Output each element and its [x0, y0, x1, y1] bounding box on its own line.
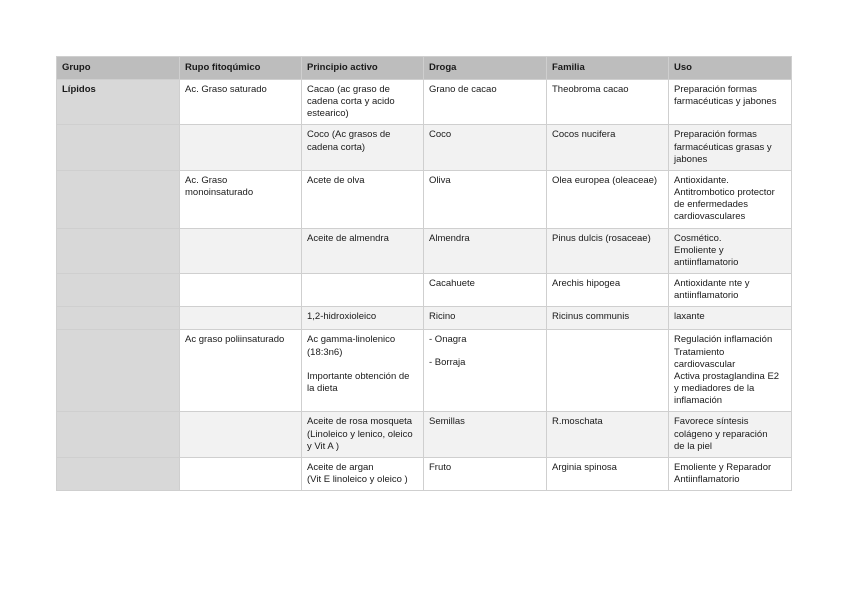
cell-familia: Theobroma cacao: [547, 80, 669, 125]
cell-principio: [302, 228, 424, 273]
cell-principio: [302, 125, 424, 170]
droga-line: Fruto: [429, 461, 452, 473]
header-uso: Uso: [669, 57, 792, 80]
uso-line: Antitrombotico protector: [674, 187, 775, 199]
cell-uso: [669, 307, 792, 330]
table-row: [57, 228, 792, 273]
cell-grupo: [57, 307, 180, 330]
uso-line: farmacéuticas y jabones: [674, 96, 777, 108]
droga-line: - Onagra: [429, 334, 467, 346]
cell-uso: [669, 125, 792, 170]
cell-principio: [302, 307, 424, 330]
droga-line: Almendra: [429, 232, 470, 244]
header-grupo: Grupo: [57, 57, 180, 80]
cell-droga: [424, 412, 547, 457]
droga-line: - Borraja: [429, 356, 466, 368]
header-familia: Familia: [547, 57, 669, 80]
droga-line: Cacahuete: [429, 278, 475, 290]
principio-note-line: la dieta: [307, 382, 338, 394]
uso-line: Emoliente y: [674, 244, 724, 256]
table-row: [57, 274, 792, 307]
cell-uso: [669, 274, 792, 307]
uso-line: Favorece síntesis: [674, 416, 749, 428]
principio-line: estearico): [307, 108, 349, 120]
lipids-table: [56, 56, 792, 491]
cell-rupo: [180, 228, 302, 273]
cell-uso: [669, 330, 792, 412]
cell-grupo: Lípidos: [57, 80, 180, 125]
uso-line: Regulación inflamación: [674, 334, 773, 346]
cell-rupo: [180, 274, 302, 307]
cell-principio: [302, 330, 424, 412]
principio-line: y Vit A ): [307, 440, 340, 452]
droga-line: Semillas: [429, 416, 465, 428]
cell-droga: [424, 228, 547, 273]
cell-grupo: [57, 457, 180, 490]
principio-line: Aceite de argan: [307, 461, 374, 473]
cell-familia: Olea europea (oleaceae): [547, 170, 669, 228]
table-row: [57, 412, 792, 457]
uso-line: antiinflamatorio: [674, 290, 739, 302]
cell-droga: [424, 274, 547, 307]
droga-line: Coco: [429, 129, 452, 141]
cell-rupo: [180, 457, 302, 490]
cell-uso: [669, 228, 792, 273]
cell-uso: [669, 80, 792, 125]
droga-line: Ricino: [429, 311, 456, 323]
uso-line: laxante: [674, 311, 705, 323]
cell-familia: Arechis hipogea: [547, 274, 669, 307]
uso-line: inflamación: [674, 395, 723, 407]
cell-rupo: Ac. Graso saturado: [180, 80, 302, 125]
uso-line: Tratamiento: [674, 346, 725, 358]
cell-rupo: [180, 412, 302, 457]
cell-rupo: Ac graso poliinsaturado: [180, 330, 302, 412]
principio-line: Aceite de almendra: [307, 232, 389, 244]
uso-line: Antiinflamatorio: [674, 473, 740, 485]
cell-grupo: [57, 274, 180, 307]
uso-line: jabones: [674, 153, 708, 165]
principio-note-line: Importante obtención de: [307, 370, 410, 382]
principio-line: (18:3n6): [307, 346, 343, 358]
principio-line: 1,2-hidroxioleico: [307, 311, 377, 323]
cell-familia: Pinus dulcis (rosaceae): [547, 228, 669, 273]
cell-droga: [424, 307, 547, 330]
header-principio-activo: Principio activo: [302, 57, 424, 80]
uso-line: farmacéuticas grasas y: [674, 141, 772, 153]
uso-line: Activa prostaglandina E2: [674, 370, 780, 382]
uso-line: Emoliente y Reparador: [674, 461, 772, 473]
cell-droga: [424, 457, 547, 490]
table-row: [57, 80, 792, 125]
uso-line: Antioxidante nte y: [674, 278, 750, 290]
cell-droga: [424, 125, 547, 170]
cell-principio: [302, 457, 424, 490]
uso-line: y mediadores de la: [674, 382, 755, 394]
principio-line: Aceite de rosa mosqueta: [307, 416, 413, 428]
cell-grupo: [57, 228, 180, 273]
principio-line: cadena corta y acido: [307, 96, 395, 108]
cell-principio: [302, 170, 424, 228]
cell-familia: Arginia spinosa: [547, 457, 669, 490]
uso-line: Preparación formas: [674, 84, 757, 95]
cell-droga: [424, 80, 547, 125]
cell-grupo: [57, 170, 180, 228]
cell-rupo: [180, 307, 302, 330]
table-row: [57, 457, 792, 490]
cell-uso: [669, 170, 792, 228]
cell-familia: R.moschata: [547, 412, 669, 457]
uso-line: Cosmético.: [674, 232, 722, 244]
table-row: [57, 170, 792, 228]
cell-rupo: Ac. Graso monoinsaturado: [180, 170, 302, 228]
cell-familia: [547, 330, 669, 412]
uso-line: Preparación formas: [674, 129, 757, 141]
cell-uso: [669, 412, 792, 457]
cell-familia: Ricinus communis: [547, 307, 669, 330]
uso-line: cardiovascular: [674, 358, 736, 370]
cell-grupo: [57, 125, 180, 170]
droga-line: Grano de cacao: [429, 84, 497, 95]
cell-droga: [424, 170, 547, 228]
principio-line: cadena corta): [307, 141, 366, 153]
droga-line: Oliva: [429, 174, 451, 186]
cell-grupo: [57, 330, 180, 412]
cell-droga: [424, 330, 547, 412]
uso-line: Antioxidante.: [674, 174, 729, 186]
cell-rupo: [180, 125, 302, 170]
cell-uso: [669, 457, 792, 490]
table-row: [57, 307, 792, 330]
principio-line: (Vit E linoleico y oleico ): [307, 473, 408, 485]
principio-line: (Linoleico y lenico, oleico: [307, 428, 413, 440]
uso-line: de la piel: [674, 440, 713, 452]
uso-line: cardiovasculares: [674, 211, 746, 223]
uso-line: antiinflamatorio: [674, 256, 739, 268]
principio-line: Cacao (ac graso de: [307, 84, 390, 95]
cell-grupo: [57, 412, 180, 457]
cell-principio: [302, 412, 424, 457]
header-rupo-fitoquimico: Rupo fitoqúmico: [180, 57, 302, 80]
table-row: [57, 330, 792, 412]
header-droga: Droga: [424, 57, 547, 80]
cell-familia: Cocos nucifera: [547, 125, 669, 170]
principio-line: Coco (Ac grasos de: [307, 129, 391, 141]
table-row: [57, 125, 792, 170]
uso-line: de enfermedades: [674, 199, 748, 211]
uso-line: colágeno y reparación: [674, 428, 768, 440]
principio-line: Ac gamma-linolenico: [307, 334, 396, 346]
cell-principio: [302, 274, 424, 307]
principio-line: Acete de olva: [307, 174, 365, 186]
cell-principio: [302, 80, 424, 125]
table-header-row: [57, 57, 792, 80]
